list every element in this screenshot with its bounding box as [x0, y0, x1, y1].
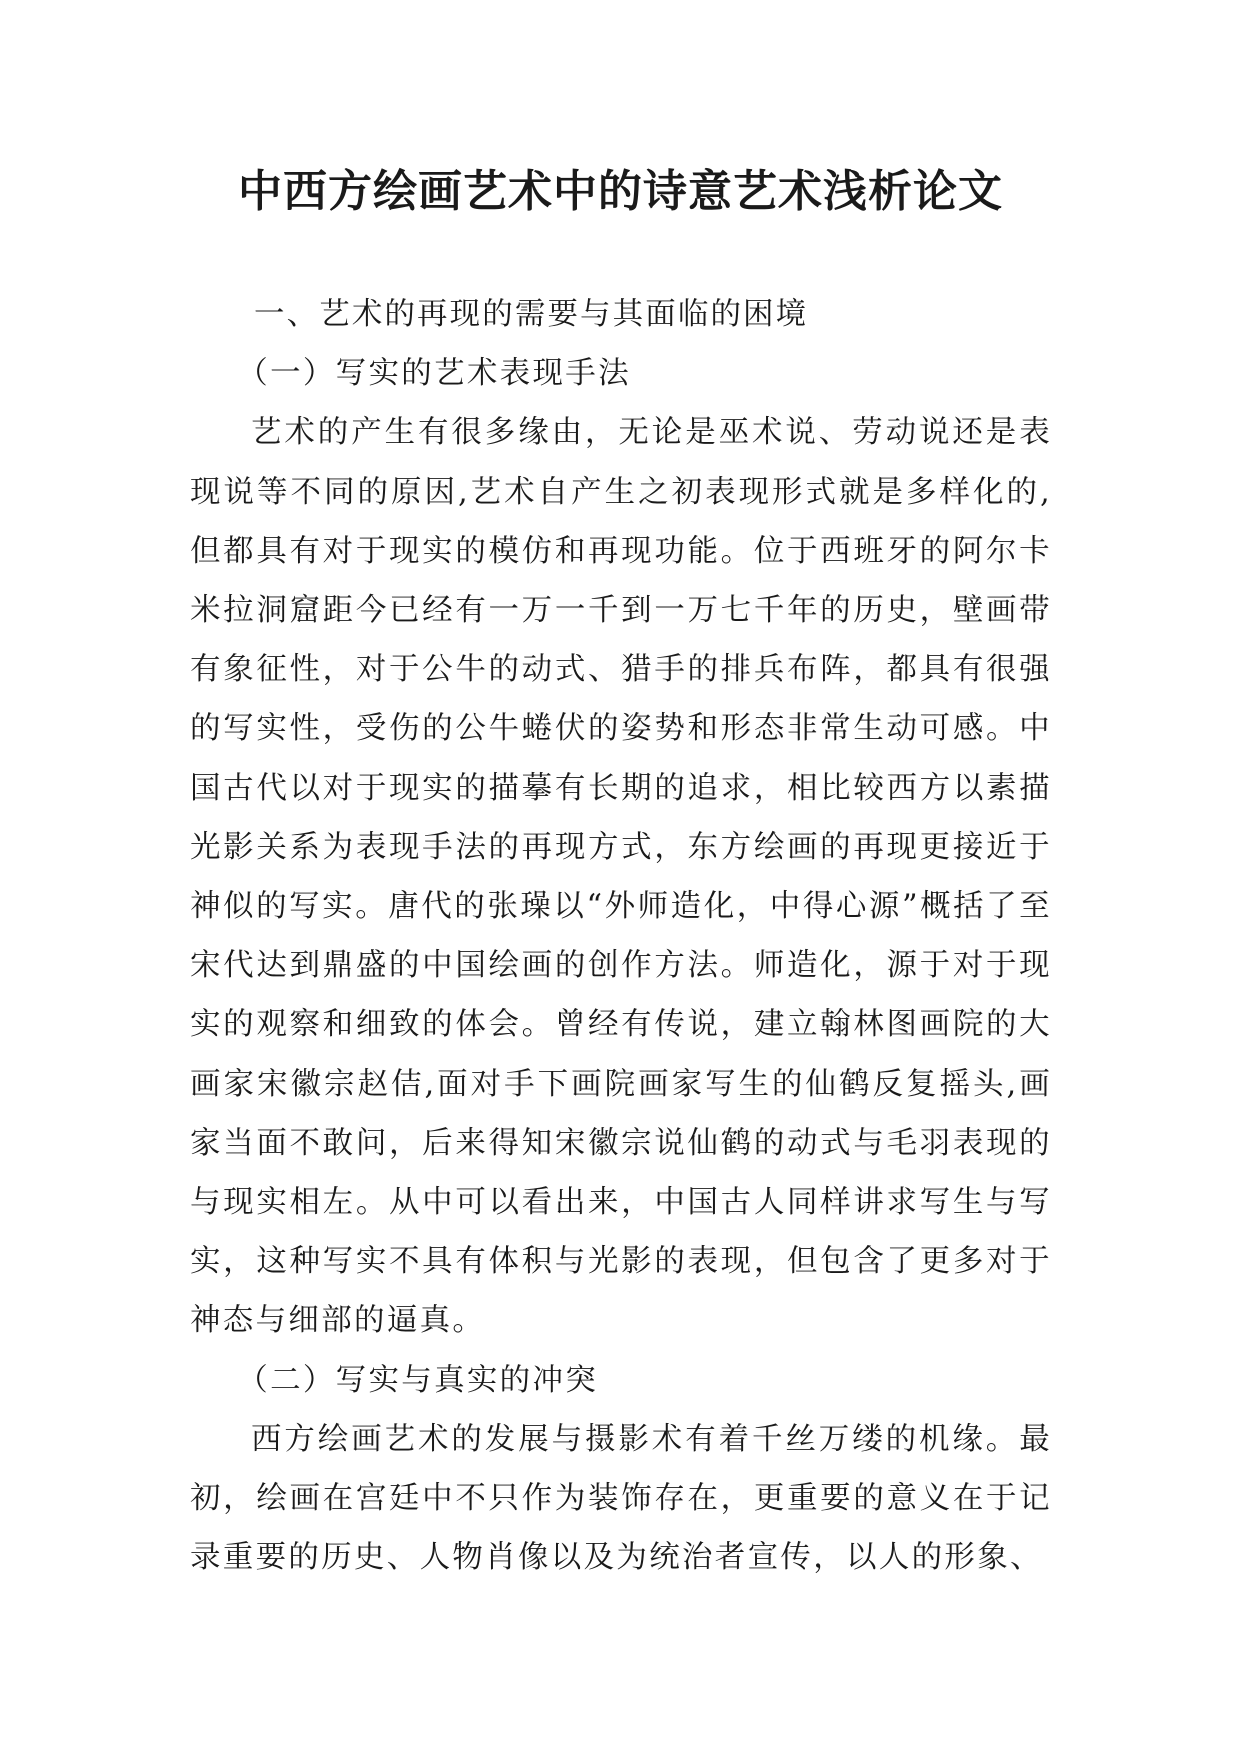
document-body: [190, 285, 1052, 1587]
section-heading: 一、艺术的再现的需要与其面临的困境: [254, 297, 809, 332]
subsection-heading: （二）写实与真实的冲突: [237, 1362, 599, 1398]
paragraph: 西方绘画艺术的发展与摄影术有着千丝万缕的机缘。最初，绘画在宫廷中不只作为装饰存在，更重要的意义在于记录重要的历史、人物肖像以及为统治者宣传，以人的形象、: [190, 1421, 1052, 1576]
document-title: 中西方绘画艺术中的诗意艺术浅析论文: [238, 166, 1003, 217]
paragraph: 艺术的产生有很多缘由，无论是巫术说、劳动说还是表现说等不同的原因,艺术自产生之初表现形式就是多样化的,但都具有对于现实的模仿和再现功能。位于西班牙的阿尔卡米拉洞窟距今已经有一万一千到一万七千年的历史，壁画带有象征性，对于公牛的动式、猎手的排兵布阵，都具有很强的写实性，受伤的公牛蜷伏的姿势和形态非常生动可感。中国古代以对于现实的描摹有长期的追求，相比较西方以素描光影关系为表现手法的再现方式，东方绘画的再现更接近于神似的写实。唐代的张璪以“外师造化，中得心源”概括了至宋代达到鼎盛的中国绘画的创作方法。师造化，源于对于现实的观察和细致的体会。曾经有传说，建立翰林图画院的大画家宋徽宗赵佶,面对手下画院画家写生的仙鹤反复摇头,画家当面不敢问，后来得知宋徽宗说仙鹤的动式与毛羽表现的与现实相左。从中可以看出来，中国古人同样讲求写生与写实，这种写实不具有体积与光影的表现，但包含了更多对于神态与细部的逼真。: [190, 415, 1052, 1339]
subsection-heading: （一）写实的艺术表现手法: [237, 356, 631, 392]
